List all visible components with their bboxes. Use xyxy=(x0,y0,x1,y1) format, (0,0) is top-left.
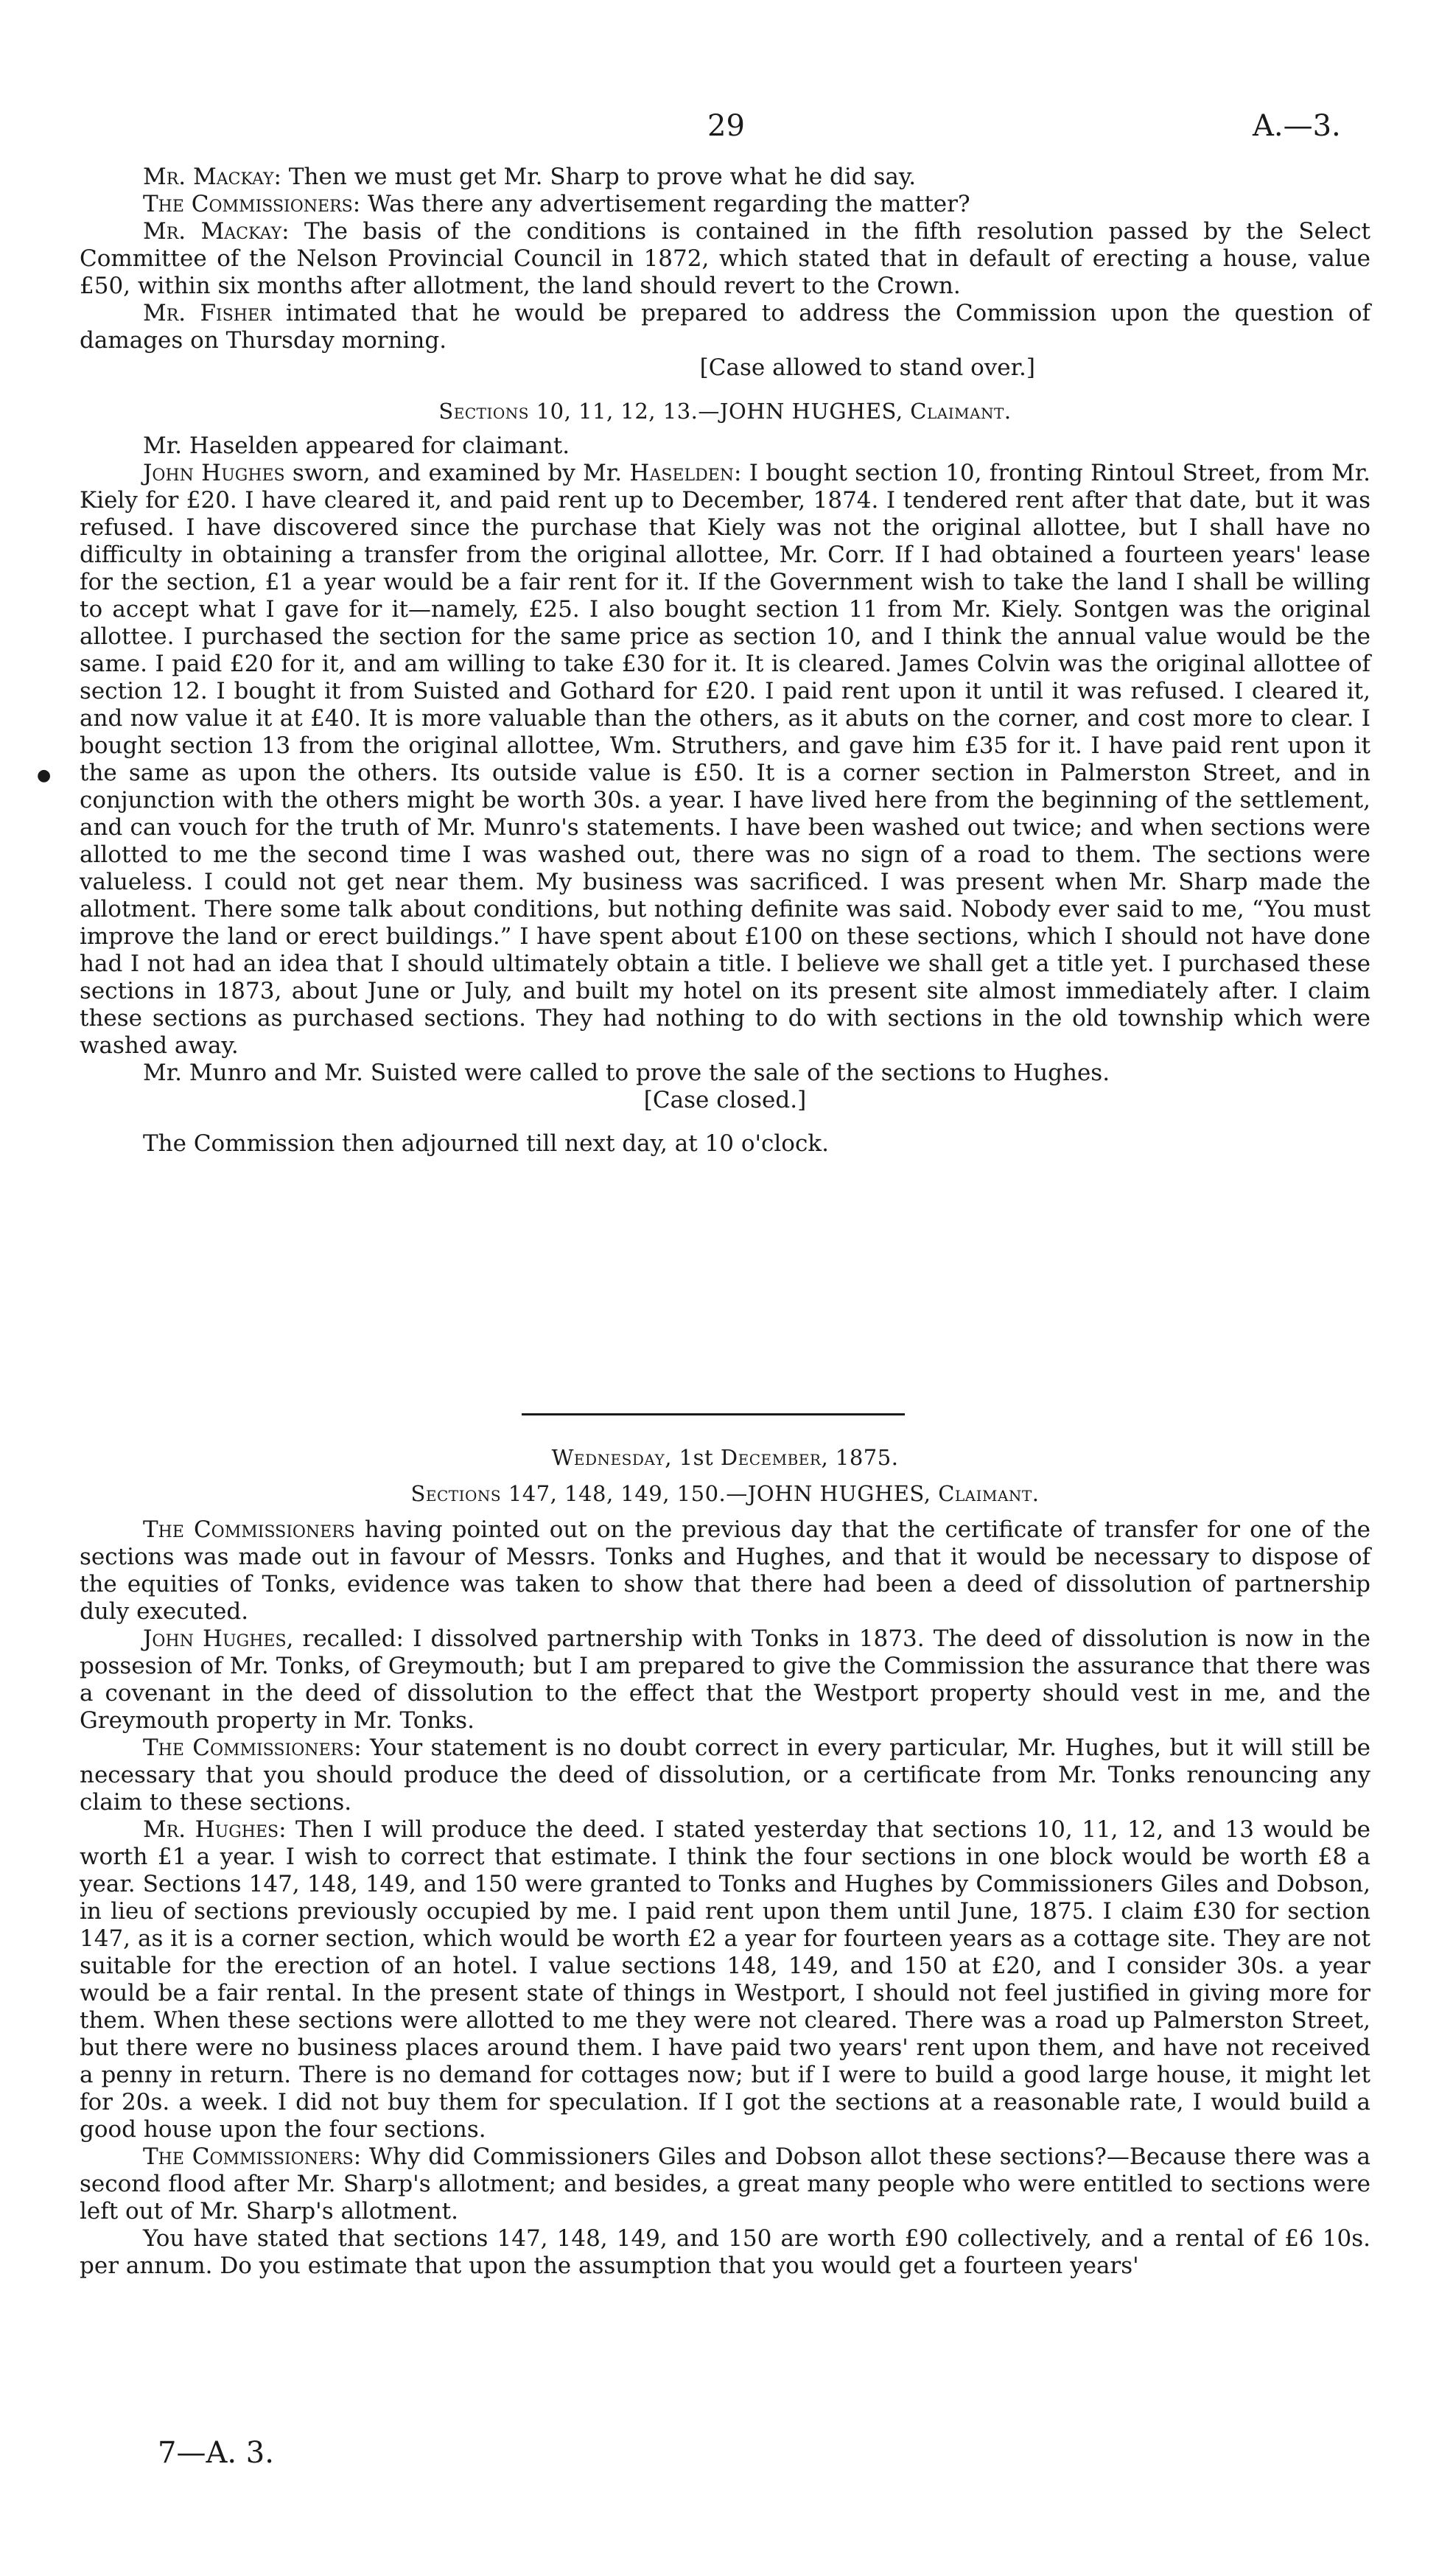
testimony-paragraph: John Hughes sworn, and examined by Mr. Haselden: I bought section 10, fronting Rintoul Street, from Mr. Kiely for £20. I have cleared it, and paid rent up to December, 1874. I tendered rent after that date, but it was refused. I have discovered since the purchase that Kiely was not the original allottee, but I shall have no difficulty in obtaining a transfer from the original allottee, Mr. Corr. If I had obtained a fourteen years' lease for the section, £1 a year would be a fair rent for it. If the Government wish to take the land I shall be willing to accept what I gave for it—namely, £25. I also bought section 11 from Mr. Kiely. Sontgen was the original allottee. I purchased the section for the same price as section 10, and I think the annual value would be the same. I paid £20 for it, and am willing to take £30 for it. It is cleared. James Colvin was the original allottee of section 12. I bought it from Suisted and Gothard for £20. I paid rent upon it until it was refused. I cleared it, and now value it at £40. It is more valuable than the others, as it abuts on the corner, and cost more to clear. I bought section 13 from the original allottee, Wm. Struthers, and gave him £35 for it. I have paid rent upon it the same as upon the others. Its outside value is £50. It is a corner section in Palmerston Street, and in conjunction with the others might be worth 30s. a year. I have lived here from the beginning of the settlement, and can vouch for the truth of Mr. Munro's statements. I have been washed out twice; and when sections were allotted to me the second time I was washed out, there was no sign of a road to them. The sections were valueless. I could not get near them. My business was sacrificed. I was present when Mr. Sharp made the allotment. There some talk about conditions, but nothing definite was said. Nobody ever said to me, “You must improve the land or erect buildings.” I have spent about £100 on these sections, which I should not have done had I not had an idea that I should ultimately obtain a title. I believe we shall get a title yet. I purchased these sections in 1873, about June or July, and built my hotel on its present site almost immediately after. I claim these sections as purchased sections. They had nothing to do with sections in the old township which were washed away. xyxy=(80,460,1370,1059)
paragraph: Mr. Mackay: Then we must get Mr. Sharp to prove what he did say. xyxy=(143,164,917,190)
case-note: [Case allowed to stand over.] xyxy=(699,354,1035,381)
date-heading: Wednesday, 1st December, 1875. xyxy=(551,1445,899,1470)
paragraph: The Commissioners: Why did Commissioners Giles and Dobson allot these sections?—Because there was a second flood after Mr. Sharp's allotment; and besides, a great many people who were entitled to sections were left out of Mr. Sharp's allotment. xyxy=(80,2143,1370,2225)
page-number: 29 xyxy=(707,109,745,143)
second-block xyxy=(80,1444,1370,2280)
opening-block xyxy=(80,164,1370,1158)
paragraph: Mr. Hughes: Then I will produce the deed. I stated yesterday that sections 10, 11, 12, and 13 would be worth £1 a year. I wish to correct that estimate. I think the four sections in one block would be worth £8 a year. Sections 147, 148, 149, and 150 were granted to Tonks and Hughes by Commissioners Giles and Dobson, in lieu of sections previously occupied by me. I paid rent upon them until June, 1875. I claim £30 for section 147, as it is a corner section, which would be worth £2 a year for fourteen years as a cottage site. They are not suitable for the erection of an hotel. I value sections 148, 149, and 150 at £20, and I consider 30s. a year would be a fair rental. In the present state of things in Westport, I should not feel justified in giving more for them. When these sections were allotted to me they were not cleared. There was a road up Palmerston Street, but there were no business places around them. I have paid two years' rent upon them, and have not received a penny in return. There is no demand for cottages now; but if I were to build a good large house, it might let for 20s. a week. I did not buy them for speculation. If I got the sections at a reasonable rate, I would build a good house upon the four sections. xyxy=(80,1816,1371,2143)
paragraph: You have stated that sections 147, 148, 149, and 150 are worth £90 collectively, and a rental of £6 10s. per annum. Do you estimate that upon the assumption that you would get a fourteen years' xyxy=(80,2225,1370,2279)
paragraph: The Commissioners: Your statement is no doubt correct in every particular, Mr. Hughes, but it will still be necessary that you should produce the deed of dissolution, or a certificate from Mr. Tonks renouncing any claim to these sections. xyxy=(80,1735,1371,1816)
document-reference: A.—3. xyxy=(1253,109,1341,143)
paragraph: Mr. Mackay: The basis of the conditions is contained in the fifth resolution passed by the Select Committee of the Nelson Provincial Council in 1872, which stated that in default of erecting a house, value £50, within six months after allotment, the land should revert to the Crown. xyxy=(80,218,1370,299)
paragraph: The Commission then adjourned till next day, at 10 o'clock. xyxy=(143,1130,829,1157)
paragraph: Mr. Munro and Mr. Suisted were called to prove the sale of the sections to Hughes. xyxy=(143,1060,1110,1086)
paragraph: John Hughes, recalled: I dissolved partnership with Tonks in 1873. The deed of dissolution is now in the possesion of Mr. Tonks, of Greymouth; but I am prepared to give the Commission the assurance that there was a covenant in the deed of dissolution to the effect that the Westport property should vest in me, and the Greymouth property in Mr. Tonks. xyxy=(80,1625,1371,1734)
divider-rule xyxy=(522,1413,905,1415)
paragraph: The Commissioners having pointed out on the previous day that the certificate of transfer for one of the sections was made out in favour of Messrs. Tonks and Hughes, and that it would be necessary to dispose of the equities of Tonks, evidence was taken to show that there had been a deed of dissolution of partnership duly executed. xyxy=(80,1516,1371,1625)
case-note: [Case closed.] xyxy=(643,1087,807,1113)
paragraph: Mr. Haselden appeared for claimant. xyxy=(143,433,570,459)
section-heading: Sections 10, 11, 12, 13.—JOHN HUGHES, Claimant. xyxy=(438,399,1012,424)
margin-dot-icon: ● xyxy=(37,766,52,785)
signature-mark: 7—A. 3. xyxy=(158,2436,274,2470)
paragraph: The Commissioners: Was there any advertisement regarding the matter? xyxy=(143,191,970,217)
paragraph: Mr. Fisher intimated that he would be prepared to address the Commission upon the question of damages on Thursday morning. xyxy=(80,300,1370,354)
section-heading: Sections 147, 148, 149, 150.—JOHN HUGHES, Claimant. xyxy=(410,1481,1040,1506)
